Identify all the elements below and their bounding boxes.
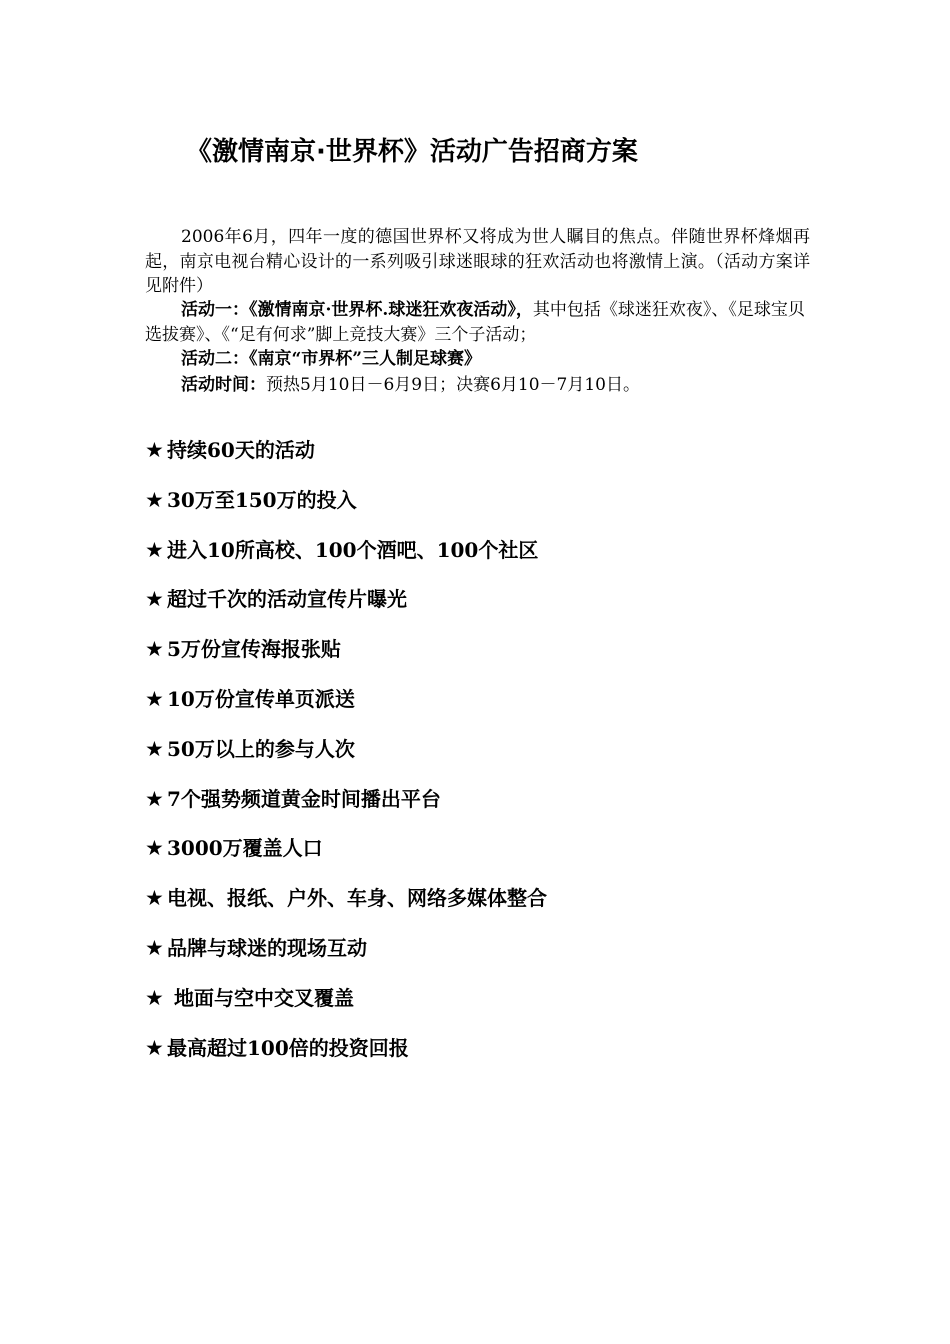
- highlight-text: 最高超过100倍的投资回报: [167, 1035, 409, 1060]
- highlight-text: 持续60天的活动: [167, 438, 315, 462]
- highlight-text: 品牌与球迷的现场互动: [167, 935, 367, 960]
- star-icon: ★: [145, 736, 164, 761]
- highlight-item: [145, 579, 845, 629]
- highlight-item: [145, 1028, 845, 1078]
- intro-paragraph: 2006年6月，四年一度的德国世界杯又将成为世人瞩目的焦点。伴随世界杯烽烟再起，南京电视台精心设计的一系列吸引球迷眼球的狂欢活动也将激情上演。（活动方案详见附件）: [145, 227, 810, 296]
- star-icon: ★: [145, 487, 164, 512]
- document-title: 《激情南京·世界杯》活动广告招商方案: [186, 137, 638, 167]
- star-icon: ★: [145, 886, 164, 911]
- activity-one-label: 活动一：《激情南京·世界杯.球迷狂欢夜活动》，: [181, 300, 533, 320]
- highlight-item: [145, 828, 845, 878]
- highlight-text: 10万份宣传单页派送: [167, 686, 355, 711]
- highlight-item: [145, 878, 845, 928]
- highlight-text: 30万至150万的投入: [167, 487, 357, 512]
- highlight-text: 进入10所高校、100个酒吧、100个社区: [167, 537, 539, 562]
- star-icon: ★: [145, 537, 164, 562]
- highlight-text: 超过千次的活动宣传片曝光: [167, 587, 407, 612]
- highlight-item: [145, 480, 845, 530]
- highlight-text: 电视、报纸、户外、车身、网络多媒体整合: [167, 886, 547, 911]
- highlight-item: [145, 779, 845, 829]
- star-icon: ★: [145, 1035, 164, 1060]
- highlight-item: [145, 430, 845, 480]
- highlight-text: 5万份宣传海报张贴: [167, 637, 341, 662]
- highlight-text: 7个强势频道黄金时间播出平台: [167, 786, 441, 811]
- highlight-text: 3000万覆盖人口: [167, 836, 323, 861]
- star-icon: ★: [145, 935, 164, 960]
- highlight-item: [145, 530, 845, 580]
- star-icon: ★: [145, 686, 164, 711]
- activity-one-detail: 其中包括《球迷狂欢夜》、《足球宝贝选拔赛》、《“足有何求”脚上竞技大赛》三个子活动；: [145, 300, 805, 345]
- activity-time-detail: 预热5月10日－6月9日；决赛6月10－7月10日。: [266, 375, 640, 395]
- activity-two: [145, 347, 810, 372]
- star-icon: ★: [145, 637, 164, 662]
- highlight-item: [145, 629, 845, 679]
- activity-two-label: 活动二：《南京“市界杯”三人制足球赛》: [181, 349, 482, 369]
- star-icon: ★: [145, 587, 164, 612]
- highlights-list: [145, 430, 845, 1077]
- highlight-text: 50万以上的参与人次: [167, 736, 355, 761]
- activity-one: [145, 298, 810, 347]
- activity-time: [145, 373, 810, 398]
- highlight-item: [145, 679, 845, 729]
- highlight-text: 地面与空中交叉覆盖: [167, 985, 354, 1010]
- star-icon: ★: [145, 836, 164, 861]
- highlight-item: [145, 978, 845, 1028]
- star-icon: ★: [145, 438, 164, 462]
- highlight-item: [145, 729, 845, 779]
- activity-time-label: 活动时间：: [181, 375, 266, 395]
- highlight-item: [145, 928, 845, 978]
- star-icon: ★: [145, 786, 164, 811]
- star-icon: ★: [145, 985, 164, 1010]
